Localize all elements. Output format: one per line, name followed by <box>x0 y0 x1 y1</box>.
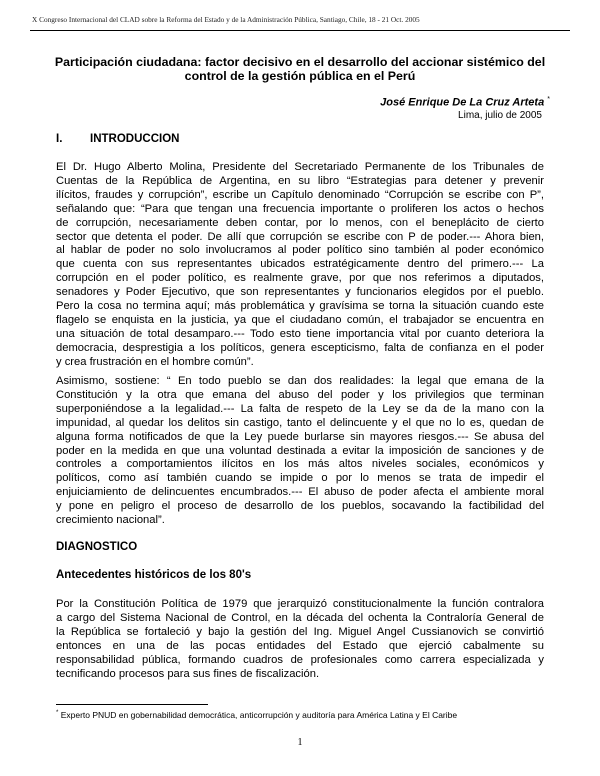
paragraph-line: a cargo del Sistema Nacional de Control, en la década del ochenta la Contraloría General de <box>56 611 544 624</box>
footnote <box>56 710 556 720</box>
paragraph-line: controles a comportamientos ilícitos en los más altos niveles sociales, económicos y <box>56 458 544 471</box>
paragraph-line: Constitución y la otra que emana del abuso del poder y los privilegios que terminan <box>56 388 544 401</box>
document-title <box>40 55 560 83</box>
paragraph-line: alguna forma notificados de que la Ley puede burlarse sin mayores riesgos.--- Se abusa del <box>56 430 544 443</box>
paragraph-line: responsabilidad pública, formando cuadros de profesionales como carrera especializada y <box>56 653 544 666</box>
header-rule <box>30 30 570 31</box>
paragraph-line: políticos, como así también cuando se impide o por lo menos se trata de impedir el <box>56 472 544 485</box>
paragraph-line: democracia, desprestigia a los políticos, genera escepticismo, falta de confianza en el poder <box>56 341 544 354</box>
paragraph-line: superponiéndose a la legalidad.--- La falta de respeto de la Ley se da de la mano con la <box>56 402 544 415</box>
author-name-text: José Enrique De La Cruz Arteta <box>380 96 545 109</box>
paragraph-3 <box>56 598 544 681</box>
section-title: INTRODUCCION <box>90 133 180 145</box>
subsection-heading-antecedentes: Antecedentes históricos de los 80's <box>56 569 252 581</box>
title-line-1: Participación ciudadana: factor decisivo en el desarrollo del accionar sistémico del <box>54 55 546 69</box>
place-date: Lima, julio de 2005 <box>458 110 542 121</box>
paragraph-line: crecimiento nacional”. <box>56 514 165 527</box>
paragraph-line: enjuiciamiento de delincuentes encumbrados.--- El abuso de poder afecta el ambiente moral <box>56 486 544 499</box>
paragraph-line: y pone en peligro el proceso de desarrollo de los pueblos, socavando la factibilidad del <box>56 500 544 513</box>
paragraph-line: corrupción en el poder político, es realmente grave, por que nos referimos a diputados, <box>56 272 544 285</box>
author-footnote-mark: * <box>547 96 550 103</box>
paragraph-line: Asimismo, sostiene: “ En todo pueblo se dan dos realidades: la legal que emana de la <box>56 375 544 387</box>
paragraph-line: poder en la medida en que una voluntad destinada a evitar la imposición de sanciones y de <box>56 444 544 457</box>
section-heading-introduccion <box>56 133 179 145</box>
paragraph-line: Pero la cosa no termina aquí; más problemática y gravísima se torna la situación cuando este <box>56 300 544 313</box>
footnote-text: Experto PNUD en gobernabilidad democrática, anticorrupción y auditoría para América Latina y El Caribe <box>58 710 458 720</box>
paragraph-2 <box>56 375 544 528</box>
paragraph-line: una situación de total desamparo.--- Todo esto tiene importancia vital por cuanto deteriora la <box>56 327 544 340</box>
paragraph-line: ilícitos, fraudes y corrupción”, escribe un Capítulo denominado “Corrupción se escribe con P”, <box>56 188 544 201</box>
paragraph-line: Cuentas de la República de Argentina, en su libro “Estrategias para detener y prevenir <box>56 174 544 187</box>
paragraph-line: Por la Constitución Política de 1979 que jerarquizó constitucionalmente la función contralora <box>56 598 544 610</box>
paragraph-line: El Dr. Hugo Alberto Molina, Presidente del Secretariado Permanente de los Tribunales de <box>56 161 544 173</box>
paragraph-line: y crea frustración en el hombre común”. <box>56 355 254 368</box>
paragraph-line: que cuenta con sus representantes ubicados estratégicamente dentro del primero.--- La <box>56 258 544 271</box>
footnote-mark: * <box>56 710 59 717</box>
paragraph-line: al hablar de poder no solo involucramos al poder político sino también al poder económico <box>56 244 544 257</box>
paragraph-line: tecnificando procesos para sus fines de fiscalización. <box>56 667 320 680</box>
paragraph-line: senadores y Poder Ejecutivo, que son representantes y funcionarios elegidos por el pueblo. <box>56 286 544 299</box>
author-name <box>380 96 550 109</box>
paragraph-line: entonces en una de las pocas entidades del Estado que ejerció cabalmente su <box>56 639 544 652</box>
paragraph-line: flagelo se enquista en la justicia, ya que el ciudadano común, el trabajador se encuentra en <box>56 313 544 326</box>
paragraph-line: señalando que: “Para que tengan una frecuencia importante o proliferen los actos o hechos <box>56 202 544 215</box>
paragraph-1 <box>56 161 544 370</box>
paragraph-line: impunidad, al quedar los delitos sin castigo, tanto el delincuente y el que no lo es, quedan de <box>56 416 544 429</box>
section-heading-diagnostico: DIAGNOSTICO <box>56 541 138 553</box>
paragraph-line: de corrupción, necesariamente deben contar, por lo menos, con el beneplácito de cierto <box>56 216 544 229</box>
running-header: X Congreso Internacional del CLAD sobre la Reforma del Estado y de la Administración Pública, Santiago, Chile, 18 - 21 Oct. 2005 <box>32 15 420 24</box>
section-number: I. <box>56 133 63 145</box>
paragraph-line: la República se fortaleció y bajo la gestión del Ing. Miguel Angel Cussianovich se convirtió <box>56 625 544 638</box>
paragraph-line: sector que detenta el poder. De allí que corrupción se escribe con P de poder.--- Ahora bien, <box>56 230 544 243</box>
title-line-2: control de la gestión pública en el Perú <box>184 69 416 83</box>
page-number: 1 <box>297 737 303 748</box>
footnote-rule <box>56 704 208 705</box>
